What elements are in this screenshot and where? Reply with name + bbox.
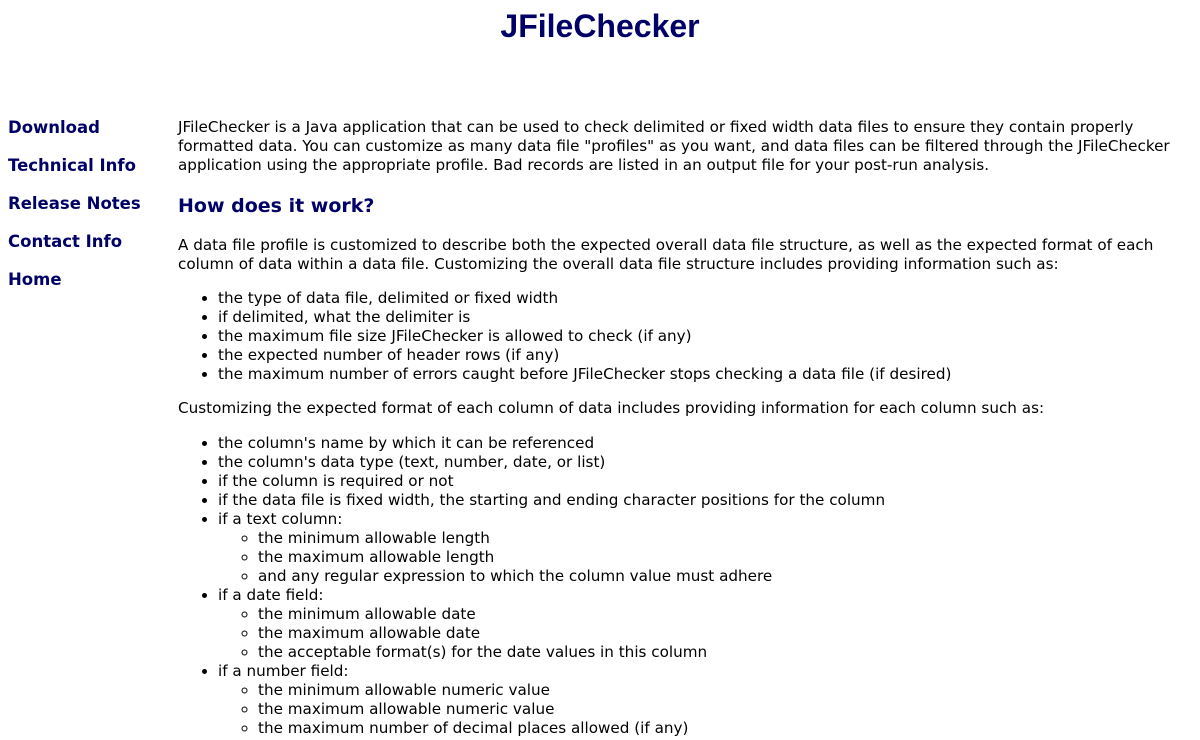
page-title: JFileChecker bbox=[500, 8, 700, 44]
sub-list-item: ◦ the maximum allowable numeric value bbox=[258, 700, 1188, 719]
section-heading: How does it work? bbox=[178, 195, 375, 217]
nav-link-download[interactable]: Download bbox=[8, 118, 100, 137]
main-content bbox=[178, 118, 1188, 738]
structure-paragraph: A data file profile is customized to describe both the expected overall data file structure, as well as the expected format of each column of data within a data file. Customizing the overall data file structure includes providing information such as: bbox=[178, 236, 1154, 273]
list-item: • if delimited, what the delimiter is bbox=[218, 308, 1188, 327]
text-column-sublist bbox=[218, 529, 1188, 586]
list-item-number-field bbox=[218, 662, 1188, 738]
sub-list-item: ◦ the maximum number of decimal places allowed (if any) bbox=[258, 719, 1188, 738]
sub-list-item: ◦ the minimum allowable numeric value bbox=[258, 681, 1188, 700]
list-item-date-field bbox=[218, 586, 1188, 662]
sub-list-item: ◦ the maximum allowable date bbox=[258, 624, 1188, 643]
nav-link-release-notes[interactable]: Release Notes bbox=[8, 194, 141, 213]
list-item: • if the data file is fixed width, the starting and ending character positions for the column bbox=[218, 491, 1188, 510]
column-paragraph: Customizing the expected format of each column of data includes providing information for each column such as: bbox=[178, 399, 1045, 417]
list-item: • the maximum number of errors caught before JFileChecker stops checking a data file (if desired) bbox=[218, 365, 1188, 384]
nav-link-technical-info[interactable]: Technical Info bbox=[8, 156, 136, 175]
sub-list-item: ◦ the minimum allowable date bbox=[258, 605, 1188, 624]
column-list bbox=[178, 434, 1188, 738]
structure-list bbox=[178, 289, 1188, 384]
intro-paragraph: JFileChecker is a Java application that can be used to check delimited or fixed width data files to ensure they contain properly formatted data. You can customize as many data file "profiles" as you want, and data files can be filtered through the JFileChecker application using the appropriate profile. Bad records are listed in an output file for your post-run analysis. bbox=[178, 118, 1170, 174]
date-field-sublist bbox=[218, 605, 1188, 662]
list-item: • the maximum file size JFileChecker is allowed to check (if any) bbox=[218, 327, 1188, 346]
sub-list-item: ◦ the acceptable format(s) for the date values in this column bbox=[258, 643, 1188, 662]
sub-list-item: ◦ the maximum allowable length bbox=[258, 548, 1188, 567]
nav-link-home[interactable]: Home bbox=[8, 270, 62, 289]
list-item-text-column bbox=[218, 510, 1188, 586]
list-item: • the column's name by which it can be referenced bbox=[218, 434, 1188, 453]
nav-link-contact-info[interactable]: Contact Info bbox=[8, 232, 123, 251]
list-item: • if the column is required or not bbox=[218, 472, 1188, 491]
sub-list-item: ◦ and any regular expression to which the column value must adhere bbox=[258, 567, 1188, 586]
list-item-label: if a date field: bbox=[218, 586, 324, 604]
list-item-label: if a number field: bbox=[218, 662, 349, 680]
list-item-label: if a text column: bbox=[218, 510, 343, 528]
number-field-sublist bbox=[218, 681, 1188, 738]
sub-list-item: ◦ the minimum allowable length bbox=[258, 529, 1188, 548]
list-item: • the expected number of header rows (if any) bbox=[218, 346, 1188, 365]
list-item: • the column's data type (text, number, date, or list) bbox=[218, 453, 1188, 472]
sidebar-nav bbox=[8, 118, 168, 308]
list-item: • the type of data file, delimited or fixed width bbox=[218, 289, 1188, 308]
